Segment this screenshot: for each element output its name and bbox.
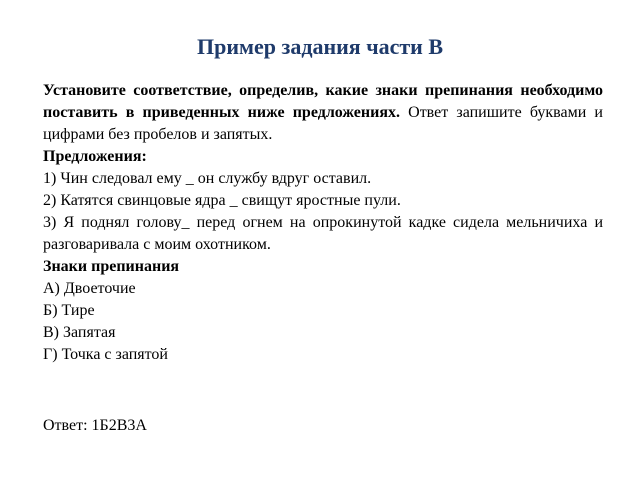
sentence-1: 1) Чин следовал ему _ он службу вдруг оставил.	[43, 170, 372, 187]
mark-option-g: Г) Точка с запятой	[43, 346, 168, 363]
answer-line: Ответ: 1Б2В3А	[43, 417, 147, 434]
mark-option-v: В) Запятая	[43, 324, 116, 341]
instruction-paragraph	[43, 80, 603, 146]
slide-title: Пример задания части В	[196, 34, 444, 59]
task-content	[43, 80, 603, 366]
mark-option-b: Б) Тире	[43, 302, 95, 319]
instruction-regular-text: Ответ запишите буквами и цифрами без пробелов и запятых.	[43, 104, 603, 143]
sentence-2: 2) Катятся свинцовые ядра _ свищут яростные пули.	[43, 192, 401, 209]
instruction-bold-text: Установите соответствие, определив, какие знаки препинания необходимо поставить в приведенных ниже предложениях.	[43, 82, 603, 121]
sentences-heading: Предложения:	[43, 148, 147, 165]
marks-heading: Знаки препинания	[43, 258, 180, 275]
sentence-3: 3) Я поднял голову_ перед огнем на опрокинутой кадке сидела мельничиха и разговаривала с моим охотником.	[43, 214, 603, 253]
mark-option-a: А) Двоеточие	[43, 280, 136, 297]
